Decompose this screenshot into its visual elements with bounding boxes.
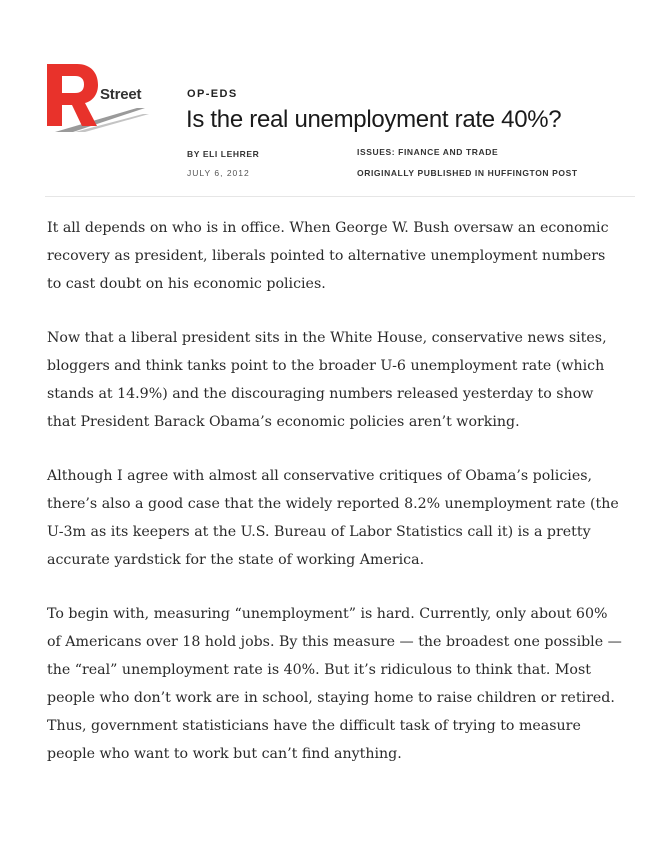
paragraph: To begin with, measuring “unemployment” is hard. Currently, only about 60% of Americans over 18 hold jobs. By this measure — the broadest one possible — the “real” unemployment rate is 40%. But it’s ridiculous to think that. Most people who don’t work are in school, staying home to raise children or retired. Thus, government statisticians have the difficult task of trying to measure people who want to work but can’t find anything. bbox=[47, 606, 622, 762]
article-body bbox=[47, 214, 622, 794]
original-source[interactable]: ORIGINALLY PUBLISHED IN HUFFINGTON POST bbox=[357, 168, 578, 178]
byline[interactable]: BY ELI LEHRER bbox=[187, 149, 260, 159]
paragraph: Although I agree with almost all conservative critiques of Obama’s policies, there’s also a good case that the widely reported 8.2% unemployment rate (the U-3m as its keepers at the U.S. Bureau of Labor Statistics call it) is a pretty accurate yardstick for the state of working America. bbox=[47, 468, 619, 568]
r-street-logo[interactable] bbox=[45, 62, 150, 132]
paragraph: Now that a liberal president sits in the White House, conservative news sites, bloggers and think tanks point to the broader U-6 unemployment rate (which stands at 14.9%) and the discouraging numbers released yesterday to show that President Barack Obama’s economic policies aren’t working. bbox=[47, 330, 607, 430]
paragraph: It all depends on who is in office. When George W. Bush oversaw an economic recovery as president, liberals pointed to alternative unemployment numbers to cast doubt on his economic policies. bbox=[47, 220, 609, 292]
issues-tag[interactable]: ISSUES: FINANCE AND TRADE bbox=[357, 147, 499, 157]
section-label[interactable]: OP-EDS bbox=[187, 88, 238, 100]
page-title: Is the real unemployment rate 40%? bbox=[186, 106, 562, 133]
article-header bbox=[0, 0, 650, 197]
publish-date: JULY 6, 2012 bbox=[187, 168, 250, 178]
header-divider bbox=[45, 196, 635, 197]
logo-wordmark: Street bbox=[100, 86, 142, 103]
